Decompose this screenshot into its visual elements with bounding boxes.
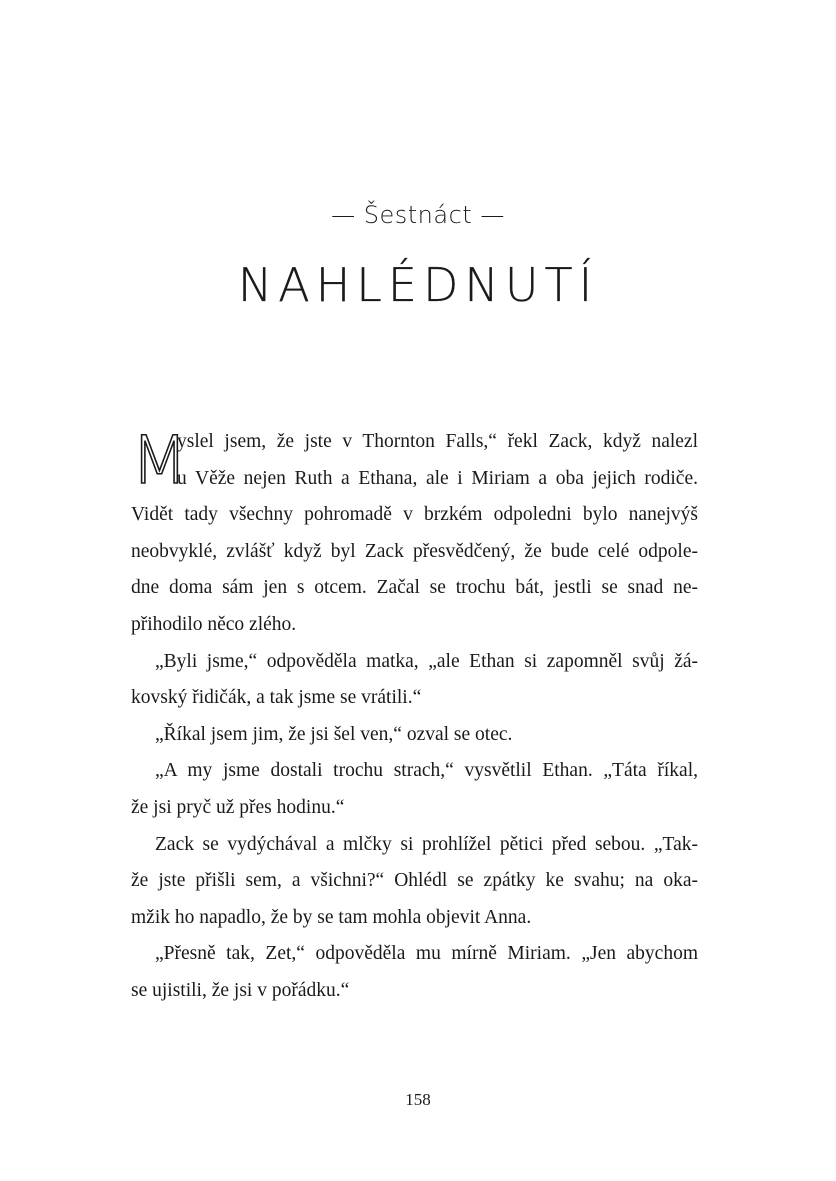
text-line: Zack se vydýchával a mlčky si prohlížel pětici před sebou. „Tak-	[155, 833, 698, 855]
chapter-title: NAHLÉDNUTÍ	[237, 258, 599, 312]
drop-cap: M	[131, 422, 188, 499]
text-line: přihodilo něco zlého.	[131, 613, 297, 635]
chapter-number: — Šestnáct —	[331, 201, 505, 229]
text-line: kovský řidičák, a tak jsme se vrátili.“	[131, 687, 422, 709]
body-text	[131, 424, 698, 1010]
text-line: „Říkal jsem jim, že jsi šel ven,“ ozval se otec.	[155, 723, 513, 745]
chapter-heading	[0, 195, 836, 315]
text-line: „A my jsme dostali trochu strach,“ vysvětlil Ethan. „Táta říkal,	[155, 760, 698, 782]
text-line: že jste přišli sem, a všichni?“ Ohlédl se zpátky ke svahu; na oka-	[131, 870, 698, 892]
text-line: Vidět tady všechny pohromadě v brzkém odpoledni bylo nanejvýš	[131, 504, 698, 526]
text-line: yslel jsem, že jste v Thornton Falls,“ řekl Zack, když nalezl	[177, 431, 698, 452]
text-line: dne doma sám jen s otcem. Začal se trochu bát, jestli se snad ne-	[131, 577, 698, 599]
text-line: že jsi pryč už přes hodinu.“	[131, 796, 345, 818]
text-line: u Věže nejen Ruth a Ethana, ale i Miriam a oba jejich rodiče.	[177, 467, 698, 489]
text-line: „Byli jsme,“ odpověděla matka, „ale Ethan si zapomněl svůj žá-	[155, 650, 698, 672]
page-number: 158	[405, 1090, 431, 1109]
text-line: mžik ho napadlo, že by se tam mohla objevit Anna.	[131, 906, 532, 928]
text-line: „Přesně tak, Zet,“ odpověděla mu mírně Miriam. „Jen abychom	[155, 943, 698, 965]
text-line: se ujistili, že jsi v pořádku.“	[131, 979, 350, 1001]
text-line: neobvyklé, zvlášť když byl Zack přesvědčený, že bude celé odpole-	[131, 540, 698, 562]
